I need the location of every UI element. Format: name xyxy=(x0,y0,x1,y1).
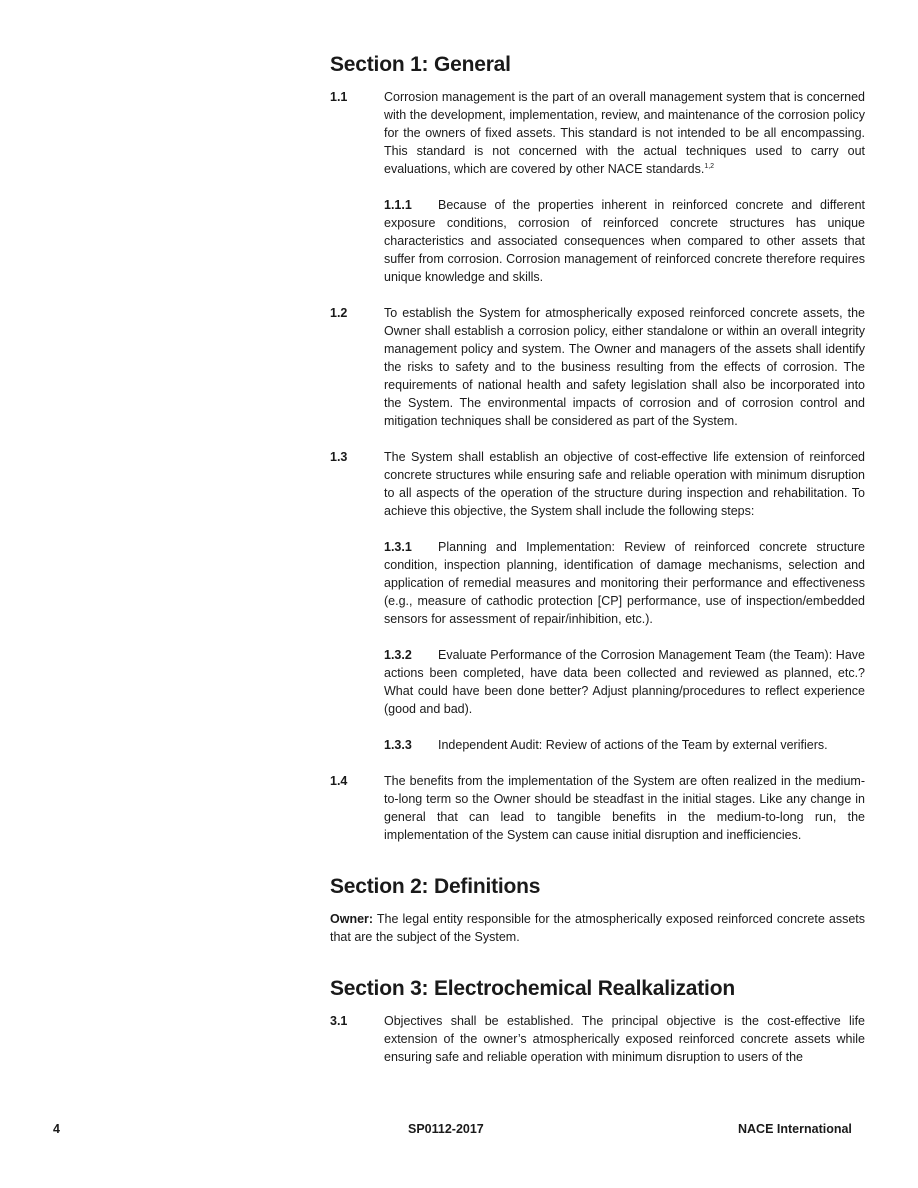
paragraph-number: 1.1.1 xyxy=(384,198,412,212)
paragraph-3-1 xyxy=(330,1012,865,1066)
paragraph-1-3-1 xyxy=(384,538,865,628)
paragraph-number: 1.3.1 xyxy=(384,540,412,554)
paragraph-text: Corrosion management is the part of an overall management system that is concerned with the development, implementation, review, and maintenance of the corrosion policy for the owners of fixed assets. This standard is not intended to be all encompassing. This standard is not concerned with the actual techniques used to carry out evaluations, which are covered by other NACE standards. xyxy=(384,90,865,176)
paragraph-1-2 xyxy=(330,304,865,430)
paragraph-text: Planning and Implementation: Review of reinforced concrete structure condition, inspection planning, identification of damage mechanisms, selection and application of remedial measures and monitoring their performance and effectiveness (e.g., measure of cathodic protection [CP] performance, use of inspection/embedded sensors for assessment of repair/inhibition, etc.). xyxy=(384,540,865,626)
section-1-heading: Section 1: General xyxy=(330,53,511,76)
paragraph-text: Because of the properties inherent in reinforced concrete and different exposure conditions, corrosion of reinforced concrete structures has unique characteristics and associated consequences when compared to other assets that suffer from corrosion. Corrosion management of reinforced concrete therefore requires unique knowledge and skills. xyxy=(384,198,865,284)
paragraph-1-3 xyxy=(330,448,865,520)
definition-text: The legal entity responsible for the atmospherically exposed reinforced concrete assets that are the subject of the System. xyxy=(330,912,866,944)
footer-page-number: 4 xyxy=(53,1122,60,1136)
definition-owner xyxy=(330,910,865,946)
paragraph-1-1-1 xyxy=(384,196,865,286)
definition-term: Owner: xyxy=(330,912,374,926)
paragraph-number: 1.3.3 xyxy=(384,738,412,752)
paragraph-text: To establish the System for atmospherically exposed reinforced concrete assets, the Owner shall establish a corrosion policy, either standalone or within an overall integrity management policy and system. The Owner and managers of the assets shall identify the risks to safety and to the business resulting from the effects of corrosion. The requirements of national health and safety legislation shall also be incorporated into the System. The environmental impacts of corrosion and of corrosion control and mitigation techniques shall be considered as part of the System. xyxy=(384,306,865,428)
page-body xyxy=(330,50,865,1066)
paragraph-number: 3.1 xyxy=(330,1014,348,1028)
section-2-heading: Section 2: Definitions xyxy=(330,875,541,898)
paragraph-text: The System shall establish an objective of cost-effective life extension of reinforced concrete structures while ensuring safe and reliable operation with minimum disruption to all aspects of the operation of the structure during inspection and rehabilitation. To achieve this objective, the System shall include the following steps: xyxy=(384,450,865,518)
paragraph-number: 1.3 xyxy=(330,450,348,464)
paragraph-1-1 xyxy=(330,88,865,178)
paragraph-1-3-2 xyxy=(384,646,865,718)
paragraph-1-3-3 xyxy=(384,736,865,754)
footer-organization: NACE International xyxy=(738,1122,852,1136)
paragraph-number: 1.3.2 xyxy=(384,648,412,662)
paragraph-text: Objectives shall be established. The principal objective is the cost-effective life extension of the owner’s atmospherically exposed reinforced concrete assets while ensuring safe and reliable operation with minimum disruption to users of the xyxy=(384,1014,865,1064)
paragraph-number: 1.4 xyxy=(330,774,348,788)
paragraph-1-4 xyxy=(330,772,865,844)
paragraph-number: 1.1 xyxy=(330,90,348,104)
paragraph-text: Independent Audit: Review of actions of the Team by external verifiers. xyxy=(438,738,828,752)
reference-superscript: 1,2 xyxy=(704,163,715,170)
section-3-heading: Section 3: Electrochemical Realkalization xyxy=(330,977,735,1000)
paragraph-text: The benefits from the implementation of the System are often realized in the medium-to-long term so the Owner should be steadfast in the initial stages. Like any change in general that can lead to tangible benefits in the medium-to-long run, the implementation of the System can cause initial disruption and inefficiencies. xyxy=(384,774,865,842)
paragraph-number: 1.2 xyxy=(330,306,348,320)
paragraph-text: Evaluate Performance of the Corrosion Management Team (the Team): Have actions been completed, have data been collected and reviewed as planned, etc.? What could have been done better? Adjust planning/procedures to reflect experience (good and bad). xyxy=(384,648,865,716)
footer-doc-number: SP0112-2017 xyxy=(408,1122,484,1136)
